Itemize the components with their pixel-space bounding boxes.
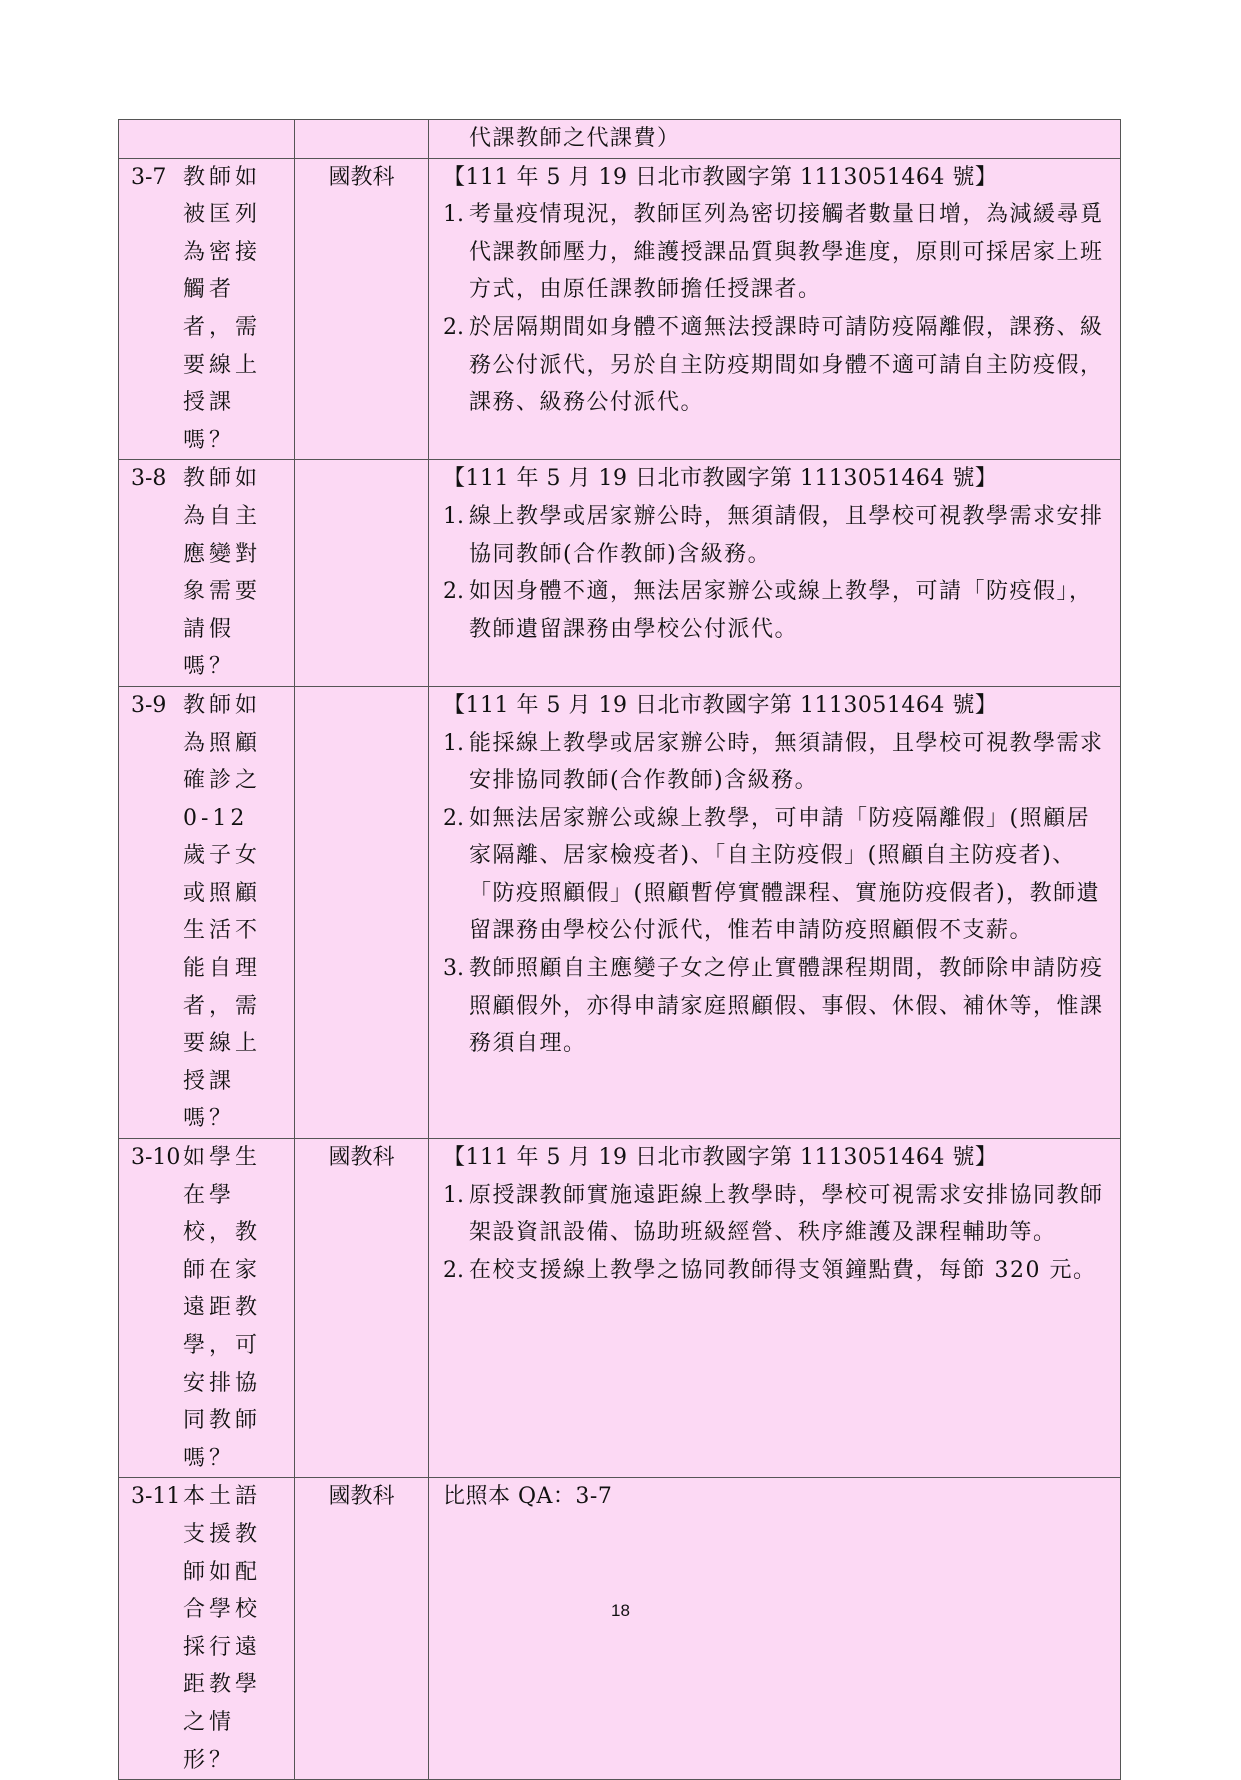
question-cell [119,158,295,460]
question-text: 教師如為自主應變對象需要請假嗎？ [183,466,262,680]
source-reference: 【111 年 5 月 19 日北市教國字第 1113051464 號】 [443,692,998,718]
answer-cell [429,1478,1121,1780]
list-item: 1. 線上教學或居家辦公時，無須請假，且學校可視教學需求安排協同教師(合作教師)含級務。 [443,503,1104,567]
source-reference: 【111 年 5 月 19 日北市教國字第 1113051464 號】 [443,1145,998,1171]
source-reference: 【111 年 5 月 19 日北市教國字第 1113051464 號】 [443,164,998,190]
question-cell [119,120,295,159]
unit-cell [295,460,429,687]
unit-cell [295,120,429,159]
table-row [119,158,1121,460]
list-item: 2. 在校支援線上教學之協同教師得支領鐘點費，每節 320 元。 [443,1257,1097,1283]
question-number: 3-7 [131,164,167,190]
list-item: 1. 考量疫情現況，教師匡列為密切接觸者數量日增，為減緩尋覓代課教師壓力，維護授課品質與教學進度，原則可採居家上班方式，由原任課教師擔任授課者。 [443,202,1104,303]
unit-cell: 國教科 [295,1139,429,1478]
list-item: 2. 於居隔期間如身體不適無法授課時可請防疫隔離假，課務、級務公付派代，另於自主防疫期間如身體不適可請自主防疫假，課務、級務公付派代。 [443,314,1104,416]
list-item: 2. 如因身體不適，無法居家辦公或線上教學，可請「防疫假」，教師遺留課務由學校公付派代。 [443,579,1093,642]
unit-cell: 國教科 [295,1478,429,1780]
question-cell [119,686,295,1138]
table-row [119,1139,1121,1478]
source-reference: 比照本 QA：3-7 [443,1484,613,1510]
table-row [119,1478,1121,1780]
continuation-row [119,120,1121,159]
list-item: 1. 原授課教師實施遠距線上教學時，學校可視需求安排協同教師架設資訊設備、協助班級經營、秩序維護及課程輔助等。 [443,1182,1104,1246]
question-cell [119,1139,295,1478]
table-row [119,460,1121,687]
answer-cell [429,158,1121,460]
question-number: 3-10 [131,1145,181,1171]
question-number: 3-9 [131,692,167,718]
question-number: 3-8 [131,466,167,492]
page-number: 18 [611,1601,630,1620]
question-text: 如學生在學校，教師在家遠距教學，可安排協同教師嗎？ [183,1145,262,1471]
source-reference: 【111 年 5 月 19 日北市教國字第 1113051464 號】 [443,466,998,492]
question-text: 本土語支援教師如配合學校採行遠距教學之情形？ [183,1484,262,1773]
question-cell [119,1478,295,1780]
question-cell [119,460,295,687]
list-item: 1. 能採線上教學或居家辦公時，無須請假，且學校可視教學需求安排協同教師(合作教師)含級務。 [443,730,1104,794]
answer-cell [429,460,1121,687]
question-number: 3-11 [131,1484,181,1510]
table-row [119,686,1121,1138]
unit-cell: 國教科 [295,158,429,460]
qa-table [118,119,1121,1780]
unit-cell [295,686,429,1138]
question-text: 教師如被匡列為密接觸者者，需要線上授課嗎？ [183,164,262,453]
answer-cell [429,1139,1121,1478]
list-item: 2. 如無法居家辦公或線上教學，可申請「防疫隔離假」(照顧居家隔離、居家檢疫者)、「自主防疫假」(照顧自主防疫者)、「防疫照顧假」(照顧暫停實體課程、實施防疫假者)，教師遺留課務由學校公付派代，惟若申請防疫照顧假不支薪。 [443,805,1101,944]
question-text: 教師如為照顧確診之 0-12 歲子女或照顧生活不能自理者，需要線上授課嗎？ [183,692,262,1132]
answer-cell [429,686,1121,1138]
continuation-text: 代課教師之代課費） [469,126,681,151]
answer-cell [429,120,1121,159]
list-item: 3. 教師照顧自主應變子女之停止實體課程期間，教師除申請防疫照顧假外，亦得申請家庭照顧假、事假、休假、補休等，惟課務須自理。 [443,956,1104,1057]
